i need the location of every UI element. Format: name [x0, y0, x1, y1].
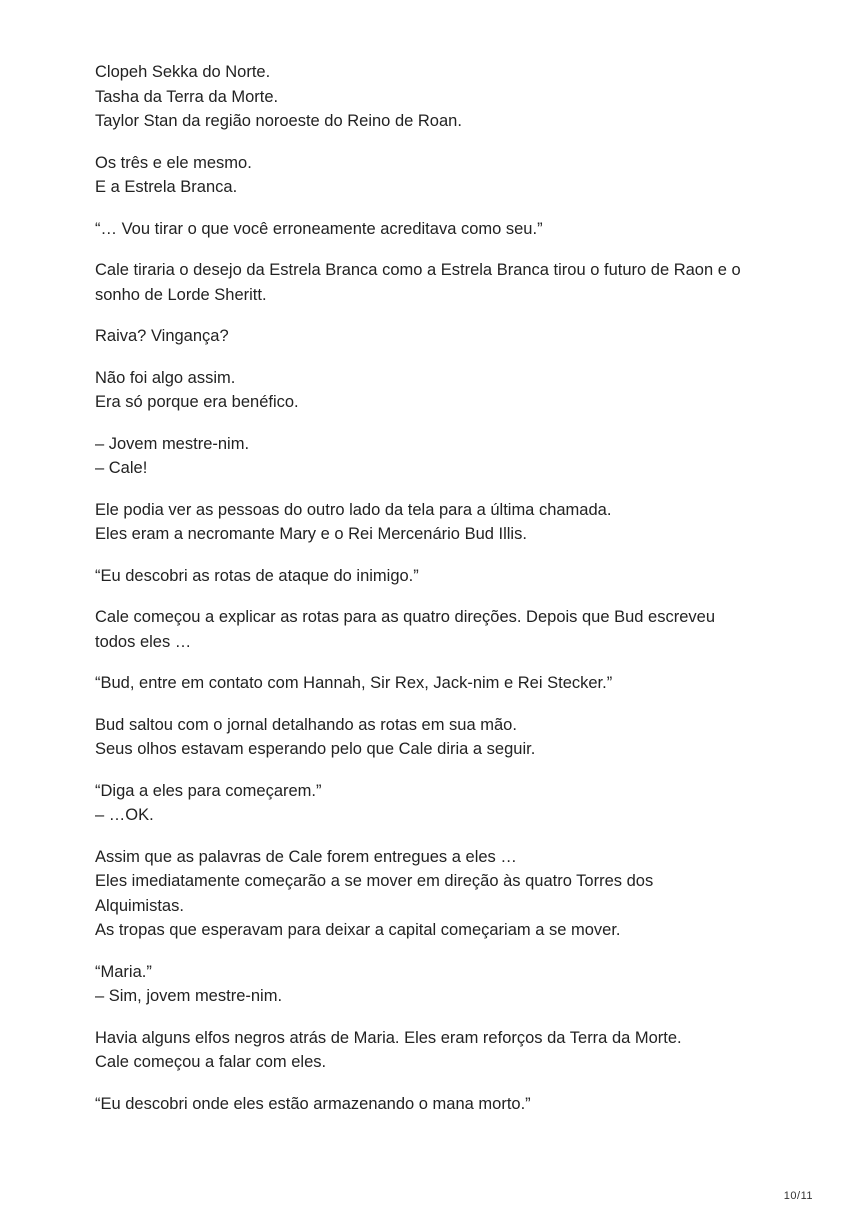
text-line: Alquimistas.: [95, 896, 184, 915]
text-line: sonho de Lorde Sheritt.: [95, 285, 267, 304]
paragraph: [95, 217, 795, 242]
text-line: Cale começou a falar com eles.: [95, 1053, 327, 1071]
text-line: E a Estrela Branca.: [95, 178, 238, 196]
paragraph: [95, 432, 795, 481]
text-line: “Eu descobri onde eles estão armazenando o mana morto.”: [95, 1094, 531, 1113]
text-line: Eles eram a necromante Mary e o Rei Mercenário Bud Illis.: [95, 525, 527, 543]
paragraph: [95, 1092, 795, 1117]
document-body: [95, 60, 795, 1133]
text-line: As tropas que esperavam para deixar a capital começariam a se mover.: [95, 921, 621, 939]
text-line: Eles imediatamente começarão a se mover em direção às quatro Torres dos: [95, 872, 654, 890]
text-line: Clopeh Sekka do Norte.: [95, 63, 271, 81]
text-line: Cale tiraria o desejo da Estrela Branca como a Estrela Branca tirou o futuro de Raon e o: [95, 261, 741, 279]
paragraph: [95, 151, 795, 200]
paragraph: [95, 366, 795, 415]
text-line: Não foi algo assim.: [95, 368, 236, 387]
text-line: Havia alguns elfos negros atrás de Maria. Eles eram reforços da Terra da Morte.: [95, 1028, 682, 1047]
paragraph: [95, 605, 795, 654]
text-line: “… Vou tirar o que você erroneamente acreditava como seu.”: [95, 219, 543, 238]
paragraph: [95, 498, 795, 547]
paragraph: [95, 60, 795, 134]
paragraph: [95, 713, 795, 762]
text-line: Os três e ele mesmo.: [95, 153, 252, 172]
text-line: “Diga a eles para começarem.”: [95, 781, 322, 800]
text-line: todos eles …: [95, 632, 192, 651]
text-line: Taylor Stan da região noroeste do Reino de Roan.: [95, 112, 462, 130]
text-line: Cale começou a explicar as rotas para as quatro direções. Depois que Bud escreveu: [95, 608, 716, 626]
text-line: Ele podia ver as pessoas do outro lado da tela para a última chamada.: [95, 500, 612, 519]
text-line: “Eu descobri as rotas de ataque do inimigo.”: [95, 566, 419, 585]
text-line: Era só porque era benéfico.: [95, 393, 299, 411]
text-line: Bud saltou com o jornal detalhando as rotas em sua mão.: [95, 715, 517, 734]
paragraph: [95, 564, 795, 589]
text-line: Assim que as palavras de Cale forem entregues a eles …: [95, 847, 517, 866]
text-line: “Maria.”: [95, 962, 152, 981]
page-number: 10/11: [783, 1190, 813, 1202]
text-line: Raiva? Vingança?: [95, 327, 229, 345]
text-line: “Bud, entre em contato com Hannah, Sir Rex, Jack-nim e Rei Stecker.”: [95, 674, 613, 692]
paragraph: [95, 960, 795, 1009]
text-line: – Jovem mestre-nim.: [95, 434, 250, 453]
text-line: – …OK.: [95, 806, 154, 824]
paragraph: [95, 671, 795, 696]
paragraph: [95, 779, 795, 828]
text-line: Seus olhos estavam esperando pelo que Cale diria a seguir.: [95, 740, 536, 758]
paragraph: [95, 845, 795, 943]
text-line: Tasha da Terra da Morte.: [95, 87, 279, 106]
paragraph: [95, 1026, 795, 1075]
text-line: – Cale!: [95, 459, 148, 477]
paragraph: [95, 258, 795, 307]
paragraph: [95, 324, 795, 349]
text-line: – Sim, jovem mestre-nim.: [95, 987, 283, 1005]
